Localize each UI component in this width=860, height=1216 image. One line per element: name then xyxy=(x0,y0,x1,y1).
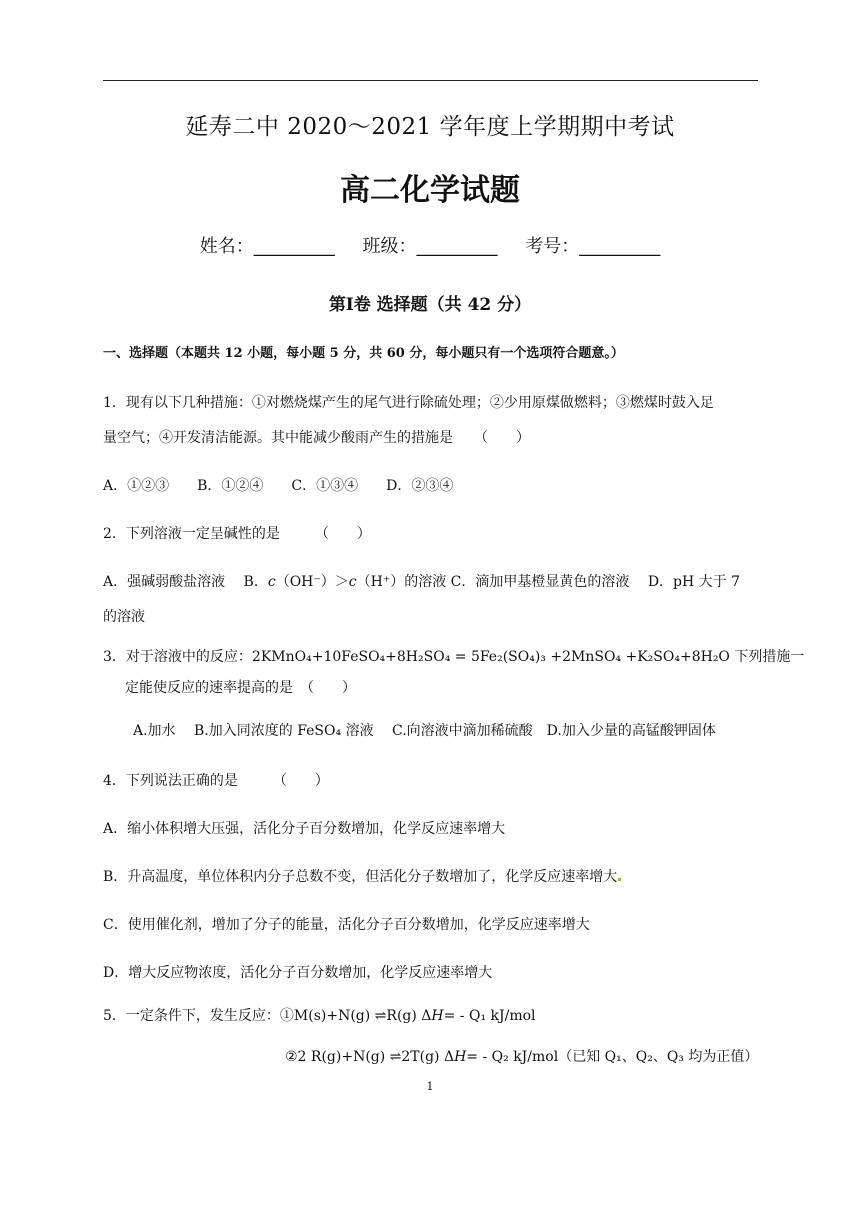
class-field: 班级：_________ xyxy=(362,236,498,257)
q3-options: A.加水 B.加入同浓度的 FeSO₄ 溶液 C.向溶液中滴加稀硫酸 D.加入少量的高锰酸钾固体 xyxy=(133,723,716,739)
page-number: 1 xyxy=(426,1080,434,1093)
q1-options: A．①②③ B．①②④ C．①③④ D．②③④ xyxy=(103,478,454,494)
q3-stem-line1: 3．对于溶液中的反应：2KMnO₄+10FeSO₄+8H₂SO₄ = 5Fe₂(SO₄)₃ +2MnSO₄ +K₂SO₄+8H₂O 下列措施一 xyxy=(103,649,805,665)
student-info-fields xyxy=(0,232,860,258)
exam-subject-title: 高二化学试题 xyxy=(340,173,520,208)
q2-options-line1: A．强碱弱酸盐溶液 B．c（OH⁻）＞c（H⁺）的溶液 C．滴加甲基橙显黄色的溶液 D．pH 大于 7 xyxy=(103,574,741,590)
q5-stem-line1: 5．一定条件下，发生反应：①M(s)+N(g) ⇌R(g) ΔH= - Q₁ kJ/mol xyxy=(103,1008,536,1024)
highlight-mark xyxy=(618,878,621,881)
q1-stem-line1: 1．现有以下几种措施：①对燃烧煤产生的尾气进行除硫处理；②少用原煤做燃料；③燃煤时鼓入足 xyxy=(103,395,714,411)
section-title: 一、选择题（本题共 12 小题，每小题 5 分，共 60 分，每小题只有一个选项符合题意。） xyxy=(103,346,624,361)
header-rule xyxy=(103,80,758,81)
q4-option-c: C．使用催化剂，增加了分子的能量，活化分子百分数增加，化学反应速率增大 xyxy=(103,917,590,933)
q3-stem-line2: 定能使反应的速率提高的是 （ ） xyxy=(125,680,356,696)
q2-options-line2: 的溶液 xyxy=(103,609,145,625)
q5-stem-line2: ②2 R(g)+N(g) ⇌2T(g) ΔH= - Q₂ kJ/mol（已知 Q₁、Q₂、Q₃ 均为正值） xyxy=(285,1049,759,1065)
q2-stem: 2．下列溶液一定呈碱性的是 （ ） xyxy=(103,526,371,542)
q1-stem-line2: 量空气；④开发清洁能源。其中能减少酸雨产生的措施是 （ ） xyxy=(103,430,530,446)
name-field: 姓名：_________ xyxy=(199,236,335,257)
q4-option-b: B．升高温度，单位体积内分子总数不变，但活化分子数增加了，化学反应速率增大 xyxy=(103,866,621,886)
q4-stem: 4．下列说法正确的是 （ ） xyxy=(103,773,329,789)
part-title: 第Ⅰ卷 选择题（共 42 分） xyxy=(328,295,532,315)
q4-option-d: D．增大反应物浓度，活化分子百分数增加，化学反应速率增大 xyxy=(103,965,493,981)
school-title: 延寿二中 2020～2021 学年度上学期期中考试 xyxy=(185,114,675,140)
q4-option-a: A．缩小体积增大压强，活化分子百分数增加，化学反应速率增大 xyxy=(103,821,506,837)
exam-number-field: 考号：_________ xyxy=(525,236,661,257)
